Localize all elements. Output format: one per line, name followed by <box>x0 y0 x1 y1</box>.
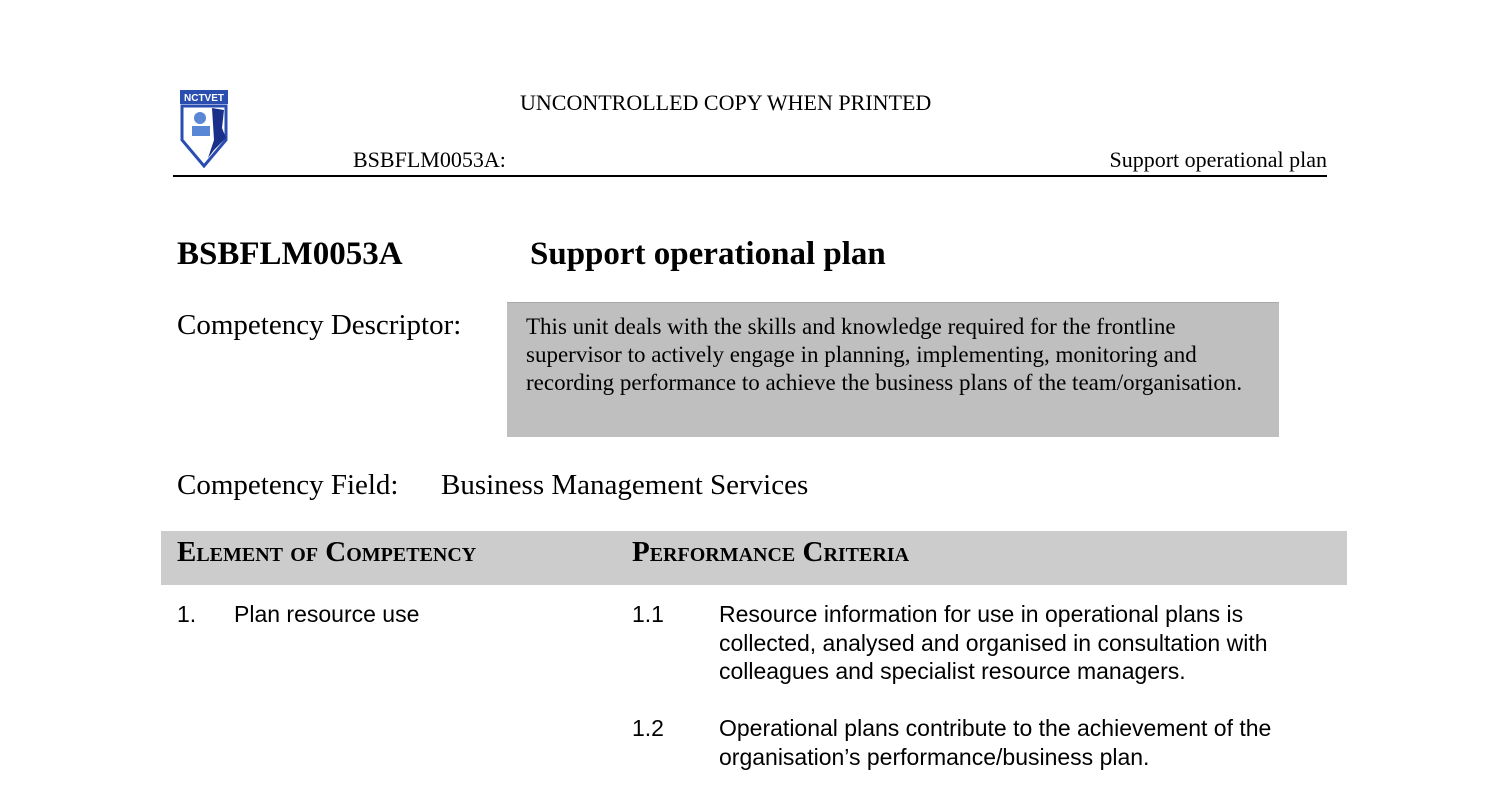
descriptor-label: Competency Descriptor: <box>177 309 462 341</box>
column-header-element: Element of Competency <box>177 536 477 568</box>
field-label: Competency Field: <box>177 469 399 501</box>
column-header-criteria: Performance Criteria <box>632 536 910 568</box>
field-value: Business Management Services <box>441 469 809 501</box>
criterion-text: Operational plans contribute to the achievement of the organisation’s performance/business plan. <box>719 715 1272 770</box>
logo <box>178 88 230 173</box>
criterion-text: Resource information for use in operational plans is collected, analysed and organised in consultation with colleagues and specialist resource managers. <box>719 601 1268 684</box>
element-number: 1. <box>177 601 197 627</box>
element-label: Plan resource use <box>234 601 420 627</box>
unit-title: Support operational plan <box>530 236 886 272</box>
criterion-number: 1.1 <box>632 601 664 627</box>
uncontrolled-copy-notice: UNCONTROLLED COPY WHEN PRINTED <box>520 90 932 115</box>
header-unit-code: BSBFLM0053A: <box>353 147 506 172</box>
svg-text:NCTVET: NCTVET <box>184 93 224 104</box>
header-unit-title: Support operational plan <box>1109 147 1327 172</box>
unit-code: BSBFLM0053A <box>177 236 403 272</box>
descriptor-text: This unit deals with the skills and knowledge required for the frontline supervisor to actively engage in planning, implementing, monitoring and recording performance to achieve the business plans of the team/organisation. <box>526 314 1243 395</box>
header-divider <box>173 175 1327 177</box>
criterion-number: 1.2 <box>632 715 664 741</box>
descriptor-box <box>507 302 1279 437</box>
